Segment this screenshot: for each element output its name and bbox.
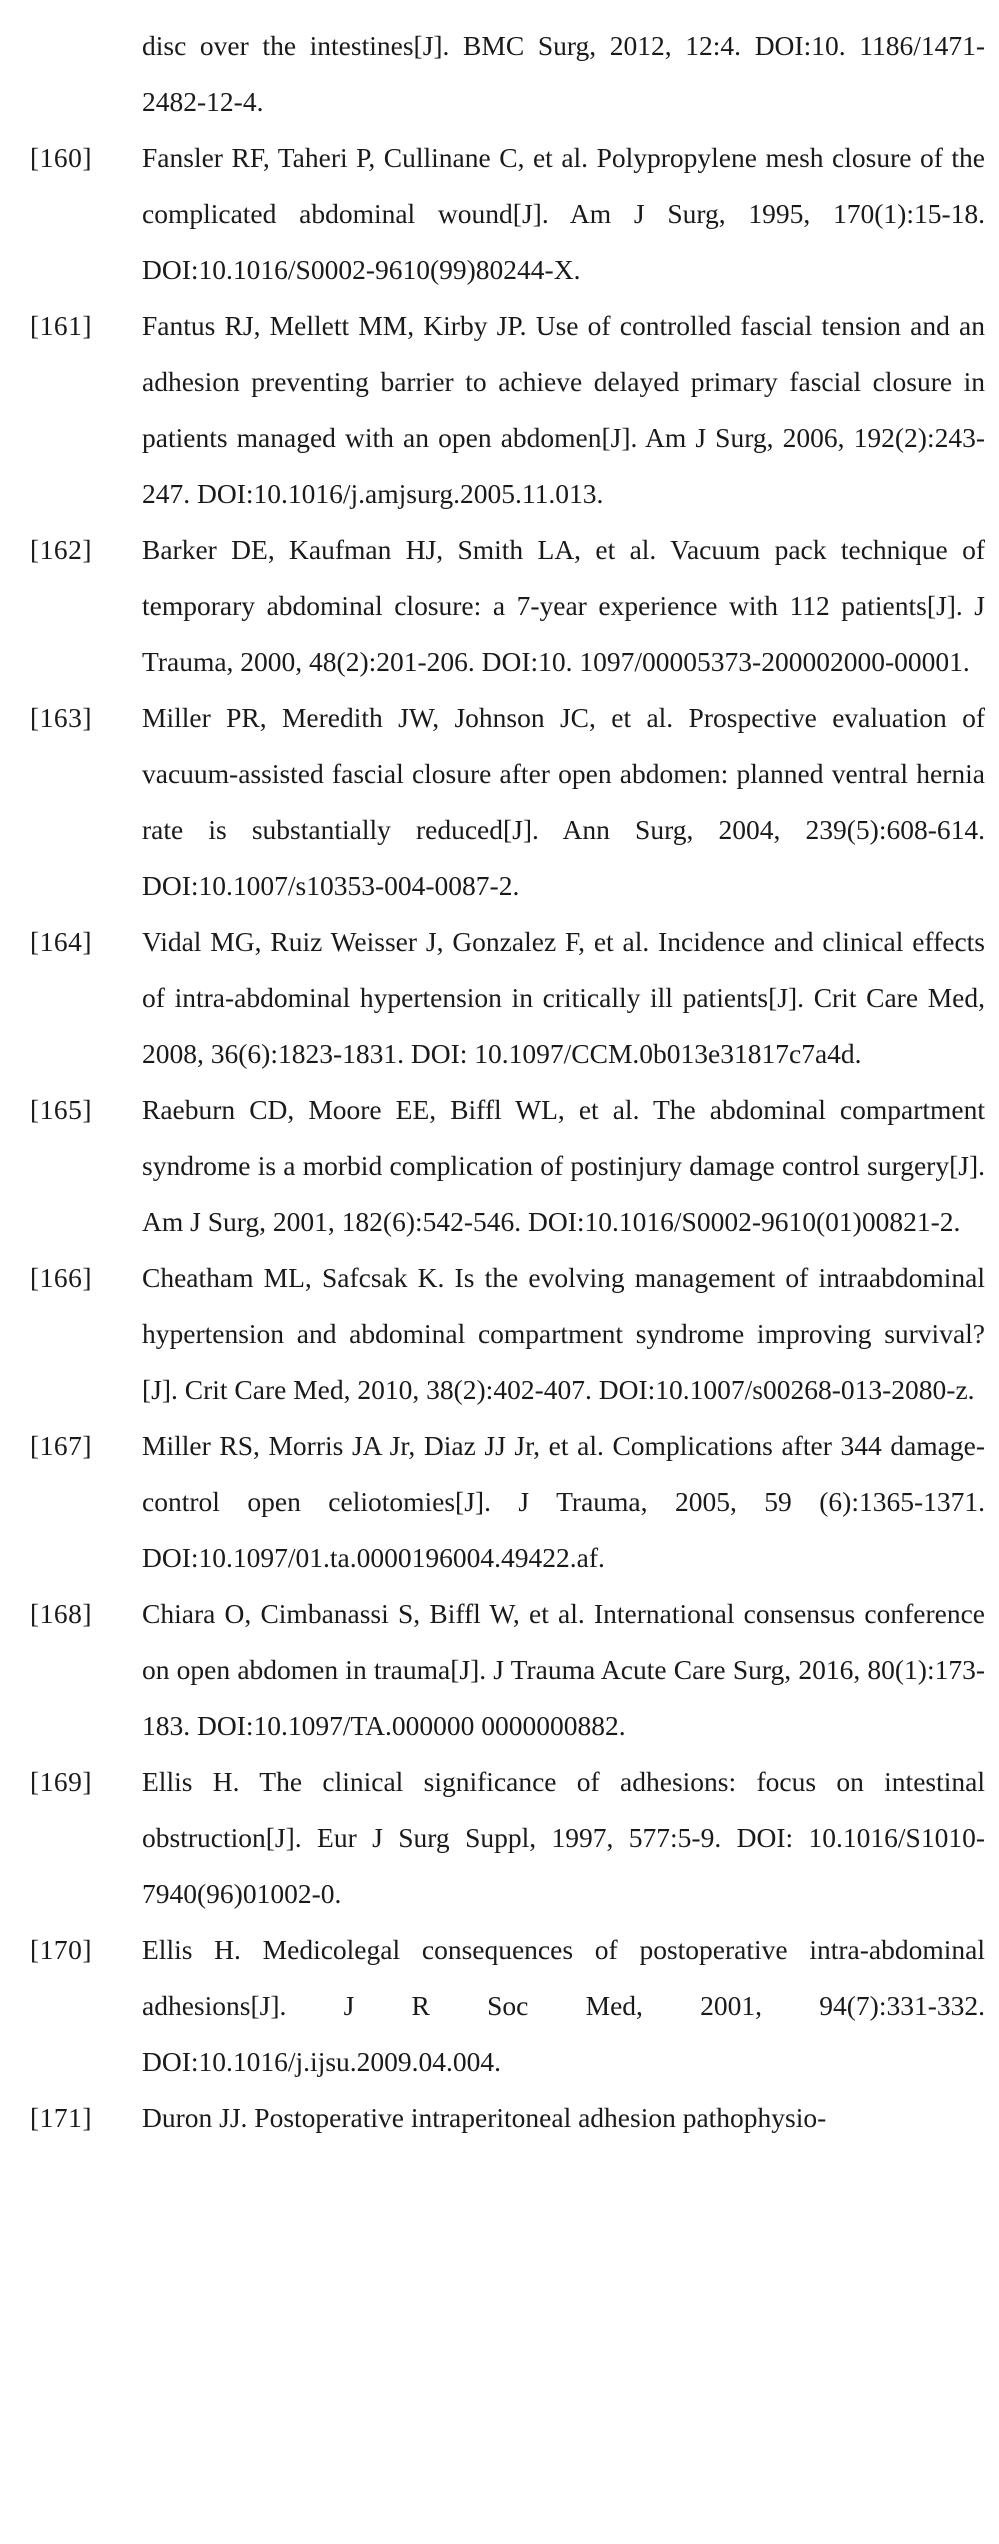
reference-entry-continued bbox=[30, 18, 985, 130]
reference-text: Duron JJ. Postoperative intraperitoneal adhesion pathophysio- bbox=[142, 2102, 827, 2133]
reference-number: [161] bbox=[30, 310, 93, 341]
reference-entry bbox=[30, 1586, 985, 1754]
reference-text: Vidal MG, Ruiz Weisser J, Gonzalez F, et al. Incidence and clinical effects of intra-abdominal hypertension in critically ill patients[J]. Crit Care Med, 2008, 36(6):1823-1831. DOI: 10.1097/CCM.0b013e31817c7a4d. bbox=[142, 926, 985, 1069]
reference-number: [165] bbox=[30, 1094, 93, 1125]
reference-text: Fantus RJ, Mellett MM, Kirby JP. Use of controlled fascial tension and an adhesion preventing barrier to achieve delayed primary fascial closure in patients managed with an open abdomen[J]. Am J Surg, 2006, 192(2):243-247. DOI:10.1016/j.amjsurg.2005.11.013. bbox=[142, 310, 985, 509]
reference-text: Chiara O, Cimbanassi S, Biffl W, et al. International consensus conference on open abdomen in trauma[J]. J Trauma Acute Care Surg, 2016, 80(1):173-183. DOI:10.1097/TA.000000 0000000882. bbox=[142, 1598, 985, 1741]
reference-text: Cheatham ML, Safcsak K. Is the evolving management of intraabdominal hypertension and abdominal compartment syndrome improving survival? [J]. Crit Care Med, 2010, 38(2):402-407. DOI:10.1007/s00268-013-2080-z. bbox=[142, 1262, 985, 1405]
reference-text: disc over the intestines[J]. BMC Surg, 2012, 12:4. DOI:10. 1186/1471-2482-12-4. bbox=[142, 30, 985, 117]
reference-number: [163] bbox=[30, 702, 93, 733]
reference-text: Miller RS, Morris JA Jr, Diaz JJ Jr, et al. Complications after 344 damage-control open celiotomies[J]. J Trauma, 2005, 59 (6):1365-1371. DOI:10.1097/01.ta.0000196004.49422.af. bbox=[142, 1430, 985, 1573]
reference-text: Miller PR, Meredith JW, Johnson JC, et al. Prospective evaluation of vacuum-assisted fascial closure after open abdomen: planned ventral hernia rate is substantially reduced[J]. Ann Surg, 2004, 239(5):608-614. DOI:10.1007/s10353-004-0087-2. bbox=[142, 702, 985, 901]
reference-entry bbox=[30, 1418, 985, 1586]
reference-number: [168] bbox=[30, 1598, 93, 1629]
reference-entry bbox=[30, 298, 985, 522]
reference-entry bbox=[30, 1922, 985, 2090]
reference-number: [171] bbox=[30, 2102, 93, 2133]
reference-entry bbox=[30, 690, 985, 914]
reference-number: [170] bbox=[30, 1934, 93, 1965]
reference-entry bbox=[30, 130, 985, 298]
reference-entry bbox=[30, 522, 985, 690]
reference-number: [167] bbox=[30, 1430, 93, 1461]
reference-text: Ellis H. Medicolegal consequences of postoperative intra-abdominal adhesions[J]. J R Soc Med, 2001, 94(7):331-332. DOI:10.1016/j.ijsu.2009.04.004. bbox=[142, 1934, 985, 2077]
reference-number: [160] bbox=[30, 142, 93, 173]
reference-number: [164] bbox=[30, 926, 93, 957]
reference-text: Barker DE, Kaufman HJ, Smith LA, et al. Vacuum pack technique of temporary abdominal closure: a 7-year experience with 112 patients[J]. J Trauma, 2000, 48(2):201-206. DOI:10. 1097/00005373-200002000-00001. bbox=[142, 534, 985, 677]
reference-entry bbox=[30, 2090, 985, 2146]
reference-entry bbox=[30, 1754, 985, 1922]
reference-text: Fansler RF, Taheri P, Cullinane C, et al. Polypropylene mesh closure of the complicated abdominal wound[J]. Am J Surg, 1995, 170(1):15-18. DOI:10.1016/S0002-9610(99)80244-X. bbox=[142, 142, 985, 285]
reference-text: Raeburn CD, Moore EE, Biffl WL, et al. The abdominal compartment syndrome is a morbid complication of postinjury damage control surgery[J]. Am J Surg, 2001, 182(6):542-546. DOI:10.1016/S0002-9610(01)00821-2. bbox=[142, 1094, 985, 1237]
reference-list bbox=[30, 18, 985, 2146]
reference-entry bbox=[30, 1082, 985, 1250]
reference-entry bbox=[30, 914, 985, 1082]
reference-text: Ellis H. The clinical significance of adhesions: focus on intestinal obstruction[J]. Eur J Surg Suppl, 1997, 577:5-9. DOI: 10.1016/S1010-7940(96)01002-0. bbox=[142, 1766, 985, 1909]
reference-number: [162] bbox=[30, 534, 93, 565]
reference-entry bbox=[30, 1250, 985, 1418]
reference-number: [166] bbox=[30, 1262, 93, 1293]
reference-number: [169] bbox=[30, 1766, 93, 1797]
